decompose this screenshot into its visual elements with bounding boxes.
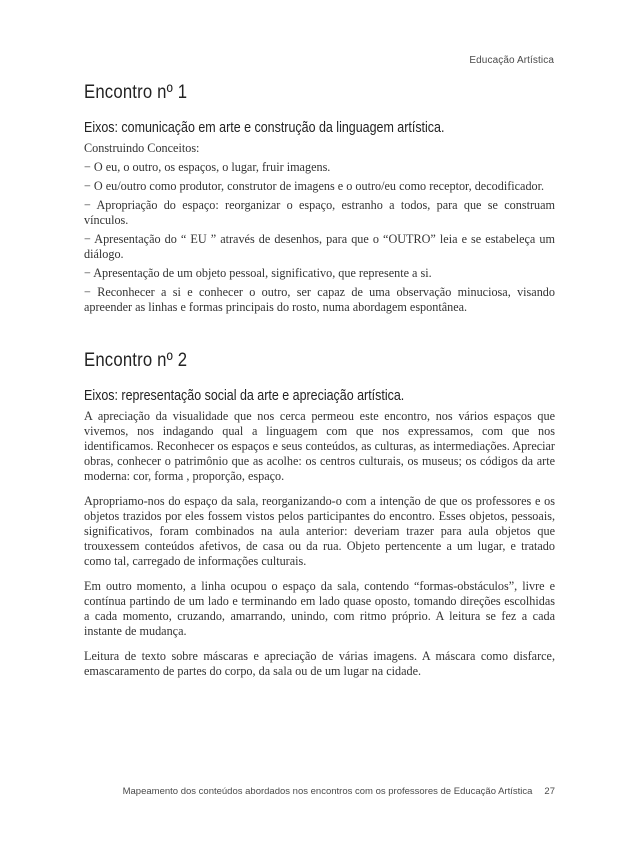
page-content <box>84 82 555 679</box>
running-header: Educação Artística <box>469 55 554 66</box>
footer-caption: Mapeamento dos conteúdos abordados nos encontros com os professores de Educação Artística <box>122 786 533 797</box>
concept-item: − Apresentação do “ EU ” através de desenhos, para que o “OUTRO” leia e se estabeleça um diálogo. <box>84 232 555 261</box>
body-paragraph: A apreciação da visualidade que nos cerca permeou este encontro, nos vários espaços que vivemos, nos indagando qual a linguagem com que nos expressamos, com que nos identificamos. Reconhecer os espaços e seus conteúdos, as culturas, as intermediações. Apreciar obras, conhecer o patrimônio que as acolhe: os centros culturais, os museus; os códigos da arte moderna: cor, forma , proporção, espaço. <box>84 409 555 483</box>
section-title-encontro-2: Encontro nº 2 <box>84 350 188 371</box>
page-number: 27 <box>544 786 555 797</box>
concept-item: − Reconhecer a si e conhecer o outro, ser capaz de uma observação minuciosa, visando apreender as linhas e formas principais do rosto, numa abordagem espontânea. <box>84 285 555 314</box>
concept-item: − Apresentação de um objeto pessoal, significativo, que represente a si. <box>84 266 432 280</box>
concept-item: − O eu/outro como produtor, construtor de imagens e o outro/eu como receptor, decodificador. <box>84 179 545 193</box>
concepts-subtitle: Construindo Conceitos: <box>84 141 200 155</box>
axes-heading-2: Eixos: representação social da arte e apreciação artística. <box>84 388 405 404</box>
section-title-encontro-1: Encontro nº 1 <box>84 82 188 103</box>
body-paragraph: Apropriamo-nos do espaço da sala, reorganizando-o com a intenção de que os professores e os objetos trazidos por eles fossem vistos pelos participantes do encontro. Esses objetos, pessoais, significativos, foram combinados na aula anterior: deveriam trazer para aula objetos que trouxessem conteúdos afetivos, de casa ou da rua. Objeto pertencente a um lugar, e tratado como tal, carregado de informações culturais. <box>84 494 555 568</box>
body-paragraph: Em outro momento, a linha ocupou o espaço da sala, contendo “formas-obstáculos”, livre e contínua partindo de um lado e terminando em lado quase oposto, tomando direções escolhidas a cada momento, cruzando, amarrando, unindo, com ritmo próprio. A leitura se fez a cada instante de mudança. <box>84 579 555 638</box>
body-paragraph: Leitura de texto sobre máscaras e apreciação de várias imagens. A máscara como disfarce, emascaramento de partes do corpo, da sala ou de um lugar na cidade. <box>84 649 555 678</box>
concept-item: − O eu, o outro, os espaços, o lugar, fruir imagens. <box>84 160 331 174</box>
axes-heading-1: Eixos: comunicação em arte e construção da linguagem artística. <box>84 120 445 136</box>
page-footer <box>84 786 555 797</box>
concept-item: − Apropriação do espaço: reorganizar o espaço, estranho a todos, para que se construam vínculos. <box>84 198 555 227</box>
